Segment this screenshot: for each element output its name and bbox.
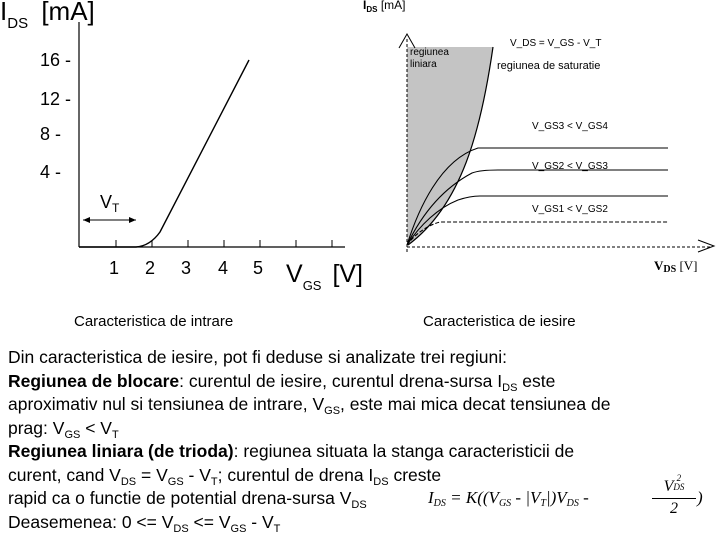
text-line-2 xyxy=(8,370,714,394)
text-line-2-sub: DS xyxy=(502,381,518,394)
left-y-axis-symbol: I xyxy=(0,0,8,26)
formula-lhs: I xyxy=(428,488,434,507)
text-line-3-a: aproximativ nul si tensiunea de intrare, V xyxy=(8,394,325,414)
text-line-4 xyxy=(8,417,714,441)
linear-region-shading xyxy=(407,47,493,245)
formula-ds-sub: DS xyxy=(566,498,579,509)
linear-region-label xyxy=(410,47,449,71)
text-line-4-a: prag: V xyxy=(8,417,65,438)
left-x-axis-subscript: GS xyxy=(302,278,322,293)
input-characteristic-plot xyxy=(0,0,370,300)
text-line-5-rest: : regiunea situata la stanga caracteristicii de xyxy=(233,441,575,461)
linear-region-label-line2: liniara xyxy=(410,59,437,70)
formula-t-sub: T xyxy=(540,498,546,509)
left-x-tick-5: 5 xyxy=(253,258,264,278)
formula-gs-sub: GS xyxy=(498,498,512,509)
formula-tail: - xyxy=(578,488,589,507)
text-line-4-sub1: GS xyxy=(64,428,81,441)
formula-lhs-sub: DS xyxy=(433,498,446,509)
output-characteristic-caption: Caracteristica de iesire xyxy=(423,313,576,330)
text-line-6-sub1: DS xyxy=(120,475,137,488)
text-line-7-a: rapid ca o functie de potential drena-sursa V xyxy=(8,488,352,508)
text-line-5 xyxy=(8,440,714,464)
left-y-axis-subscript: DS xyxy=(7,15,29,32)
right-y-axis-symbol: I xyxy=(363,0,367,12)
text-line-6 xyxy=(8,464,714,488)
linear-region-title: Regiunea liniara (de trioda) xyxy=(8,441,234,461)
text-line-6-e: creste xyxy=(388,464,442,485)
right-y-axis-unit: [mA] xyxy=(380,0,406,12)
right-x-axis-subscript: DS xyxy=(663,264,677,275)
input-characteristic-caption: Caracteristica de intrare xyxy=(74,313,234,330)
threshold-arrow-right xyxy=(129,217,136,223)
text-line-4-sub2: T xyxy=(111,428,119,441)
text-line-8-c: - V xyxy=(246,511,274,532)
right-x-axis-unit: [V] xyxy=(679,258,698,273)
text-line-8-sub3: T xyxy=(273,522,281,535)
text-line-2-a: : curentul de iesire, curentul drena-sursa I xyxy=(179,370,503,391)
linear-region-current-formula xyxy=(428,488,589,509)
left-x-axis-label xyxy=(286,260,363,293)
output-curve-vgs1 xyxy=(407,222,668,245)
formula-fraction xyxy=(652,474,696,518)
text-line-7 xyxy=(8,487,714,511)
right-y-axis-label xyxy=(363,0,405,14)
text-line-6-sub4: DS xyxy=(373,475,389,488)
left-x-tick-1: 1 xyxy=(109,258,120,278)
left-y-tick-8: 8 - xyxy=(40,124,62,144)
text-line-6-sub2: GS xyxy=(167,475,184,488)
left-y-tick-12: 12 - xyxy=(40,89,72,109)
intro-sentence: Din caracteristica de iesire, pot fi deduse si analizate trei regiuni: xyxy=(8,347,507,367)
left-y-axis-unit: [mA] xyxy=(41,0,95,26)
blocking-region-title: Regiunea de blocare xyxy=(8,370,180,391)
text-line-8-sub1: DS xyxy=(173,522,189,535)
text-line-6-a: curent, cand V xyxy=(8,464,121,485)
text-line-3-sub: GS xyxy=(324,405,341,417)
threshold-arrow-left xyxy=(83,217,90,223)
explanation-text xyxy=(8,346,714,534)
left-y-axis-label xyxy=(0,0,95,32)
text-line-4-mid: < V xyxy=(80,417,112,438)
right-y-axis-subscript: DS xyxy=(366,5,378,14)
threshold-subscript: T xyxy=(112,201,120,215)
left-x-axis-unit: [V] xyxy=(332,260,364,288)
formula-num-sup: 2 xyxy=(676,473,682,483)
text-line-2-b: este xyxy=(517,370,556,391)
boundary-equation-label: V_DS = V_GS - V_T xyxy=(510,38,602,49)
formula-close: |)V xyxy=(545,488,567,507)
transfer-curve xyxy=(79,60,249,247)
left-x-tick-2: 2 xyxy=(145,258,156,278)
formula-eq: = K((V xyxy=(445,488,499,507)
left-y-tick-16: 16 - xyxy=(40,50,72,70)
formula-minus: - |V xyxy=(511,488,541,507)
text-line-6-b: = V xyxy=(136,464,168,485)
formula-num: V xyxy=(663,478,674,495)
formula-num-sub: DS xyxy=(673,482,685,492)
left-x-tick-3: 3 xyxy=(181,258,192,278)
threshold-symbol: V xyxy=(100,192,113,212)
linear-region-label-line1: regiunea xyxy=(410,47,449,58)
text-line-6-c: - V xyxy=(183,464,211,485)
text-line-6-d: ; curentul de drena I xyxy=(217,464,374,485)
curve-label-vgs4: V_GS3 < V_GS4 xyxy=(532,121,608,132)
formula-end: ) xyxy=(697,488,703,507)
text-line-1 xyxy=(8,346,714,370)
left-y-tick-4: 4 - xyxy=(40,162,62,182)
left-x-tick-4: 4 xyxy=(218,258,229,278)
right-x-axis-arrow xyxy=(698,240,714,252)
formula-numerator xyxy=(652,474,696,496)
text-line-8-sub2: GS xyxy=(230,522,247,535)
text-line-8 xyxy=(8,511,714,535)
text-line-6-sub3: T xyxy=(210,475,218,488)
text-line-8-a: Deasemenea: 0 <= V xyxy=(8,511,174,532)
text-line-7-sub: DS xyxy=(351,499,367,511)
formula-denominator: 2 xyxy=(652,498,696,518)
threshold-label xyxy=(100,192,119,215)
saturation-region-label: regiunea de saturatie xyxy=(497,60,601,72)
text-line-3 xyxy=(8,393,714,417)
left-x-axis-symbol: V xyxy=(286,260,303,288)
curve-label-vgs3: V_GS2 < V_GS3 xyxy=(532,161,608,172)
curve-label-vgs2: V_GS1 < V_GS2 xyxy=(532,204,608,215)
right-x-axis-symbol: V xyxy=(654,258,664,273)
text-line-3-b: , este mai mica decat tensiunea de xyxy=(340,394,611,414)
right-x-axis-label xyxy=(654,258,697,275)
text-line-8-b: <= V xyxy=(188,511,231,532)
